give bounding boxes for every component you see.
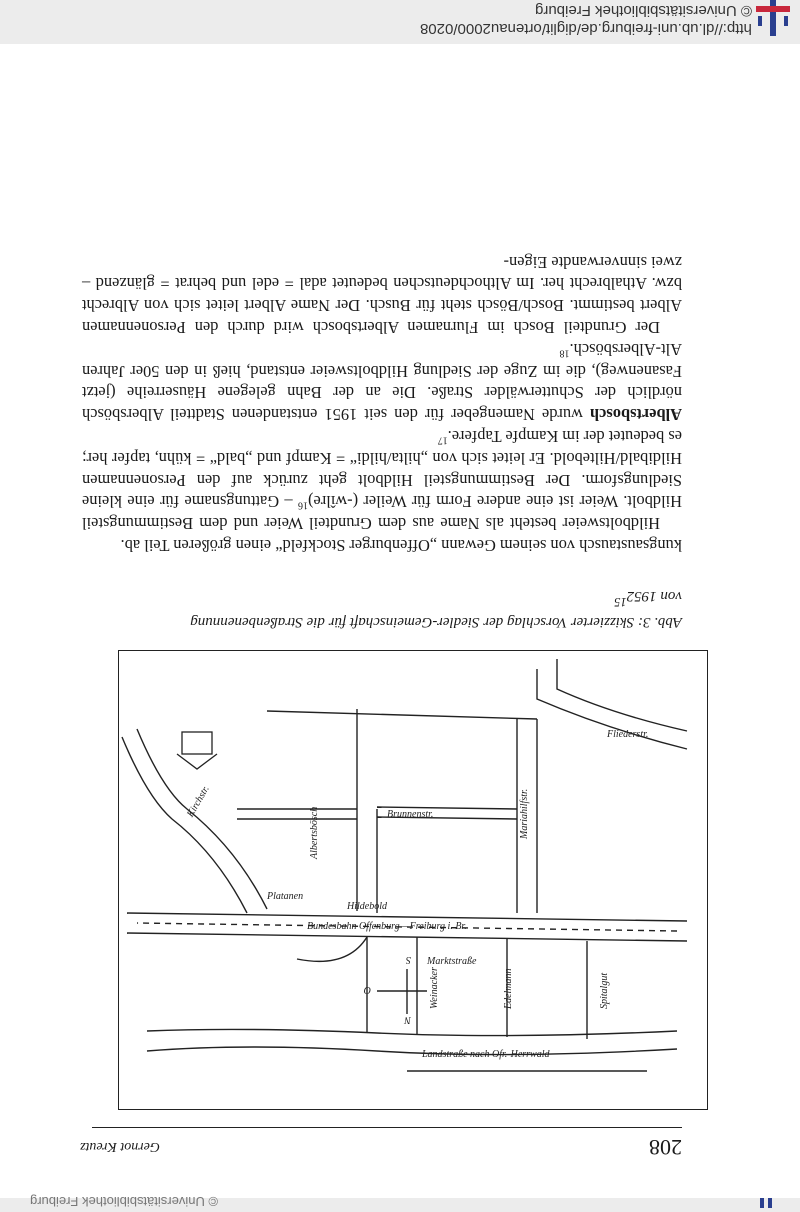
label-spitalgut: Spitalgut [599, 972, 610, 1009]
label-brunnenstr: Brunnenstr. [387, 809, 434, 820]
label-kirchstr: Kirchstr. [185, 783, 212, 820]
term-albertsbosch: Albertsbosch [590, 405, 682, 425]
label-mariahilfstr: Mariahilfstr. [519, 788, 530, 839]
copyright-text: © Universitätsbibliothek Freiburg [535, 2, 752, 19]
figure-caption [182, 586, 682, 632]
label-albertsboesch: Albertsbösch [309, 806, 320, 859]
paragraph-4: Der Grundteil Bosch im Flurnamen Albertsbosch wird durch den Personennamen Albert bestimmt. Bosch/Bösch steht für Busch. Der Name Albert leitet sich von Albrecht bzw. Athalbrecht her. Im Althochdeutschen bedeutet adal = edel und behrat = glänzend – zwei sinnverwandte Eigen- [82, 252, 682, 338]
bottom-logo-icon [758, 1198, 782, 1212]
page-url[interactable]: http://dl.ub.uni-freiburg.de/diglit/ortenau2000/0208 [420, 20, 752, 37]
sketch-map-figure [118, 650, 708, 1110]
library-logo-icon [750, 0, 796, 40]
viewer-top-bar [0, 0, 800, 44]
footnote-16: 16 [298, 499, 309, 511]
scanned-page [0, 44, 800, 1198]
church-icon [177, 732, 217, 769]
bottom-copyright-text: © Universitätsbibliothek Freiburg [30, 1194, 219, 1209]
label-edelmann: Edelmann [503, 968, 514, 1009]
label-platanen: Platanen [267, 891, 304, 902]
caption-footnote: 15 [614, 595, 627, 609]
viewer-bottom-bar [0, 1194, 800, 1212]
label-hildebold: Hildebold [347, 901, 387, 912]
caption-line-1: Abb. 3: Skizzierter Vorschlag der Siedler-Gemeinschaft für die Straßenbenennung [190, 614, 682, 630]
running-head: Gernot Kreutz [80, 1139, 160, 1154]
label-railway: Bundesbahn Offenburg – Freiburg i. Br. [307, 921, 467, 932]
compass-s: S [406, 954, 411, 965]
footnote-18: 18 [559, 347, 570, 359]
header-rule [92, 1127, 682, 1128]
paragraph-2: Hildboltsweier besteht als Name aus dem Grundteil Weier und dem Bestimmungsteil Hildbolt. Weier ist eine andere Form für Weiler (-wîlre)$^{16}$ – Gattungsname für eine kleine Siedlungsform. Der Bestimmungsteil Hildbolt geht zurück auf den Personennamen Hildibald/Hiltebold. Er leitet sich von „hilta/hildi“ = Kampf und „bald“ = kühn, tapfer her; es bedeutet der im Kampfe Tapfere.$^{17}$ [81, 427, 682, 534]
caption-line-2: von 1952 [626, 588, 682, 604]
label-main-street: Landstraße nach Ofr.-Herrwald [422, 1049, 550, 1060]
sketch-map [119, 651, 707, 1109]
footnote-17: 17 [437, 434, 448, 446]
body-text [82, 251, 682, 556]
paragraph-3: Albertsbosch wurde Namengeber für den seit 1951 entstandenen Stadtteil Albersbösch nördlich der Schutterwälder Straße. Die an der Bahn gelegene Häuserreihe (jetzt Fasanenweg), die im Zuge der Siedlung Hildboltsweier entstand, hieß in den 50er Jahren Alt-Albersbösch.$^{18}$ [82, 339, 682, 425]
label-weinacker: Weinacker [429, 967, 440, 1009]
label-fliederstr: Fliederstr. [607, 729, 649, 740]
paragraph-1: kungsaustausch von seinem Gewann „Offenburger Stockfeld“ einen größeren Teil ab. [120, 536, 682, 555]
label-market-street: Marktstraße [427, 956, 477, 967]
compass-o: O [363, 984, 371, 995]
compass-n: N [404, 1014, 411, 1025]
page-number: 208 [649, 1135, 682, 1160]
